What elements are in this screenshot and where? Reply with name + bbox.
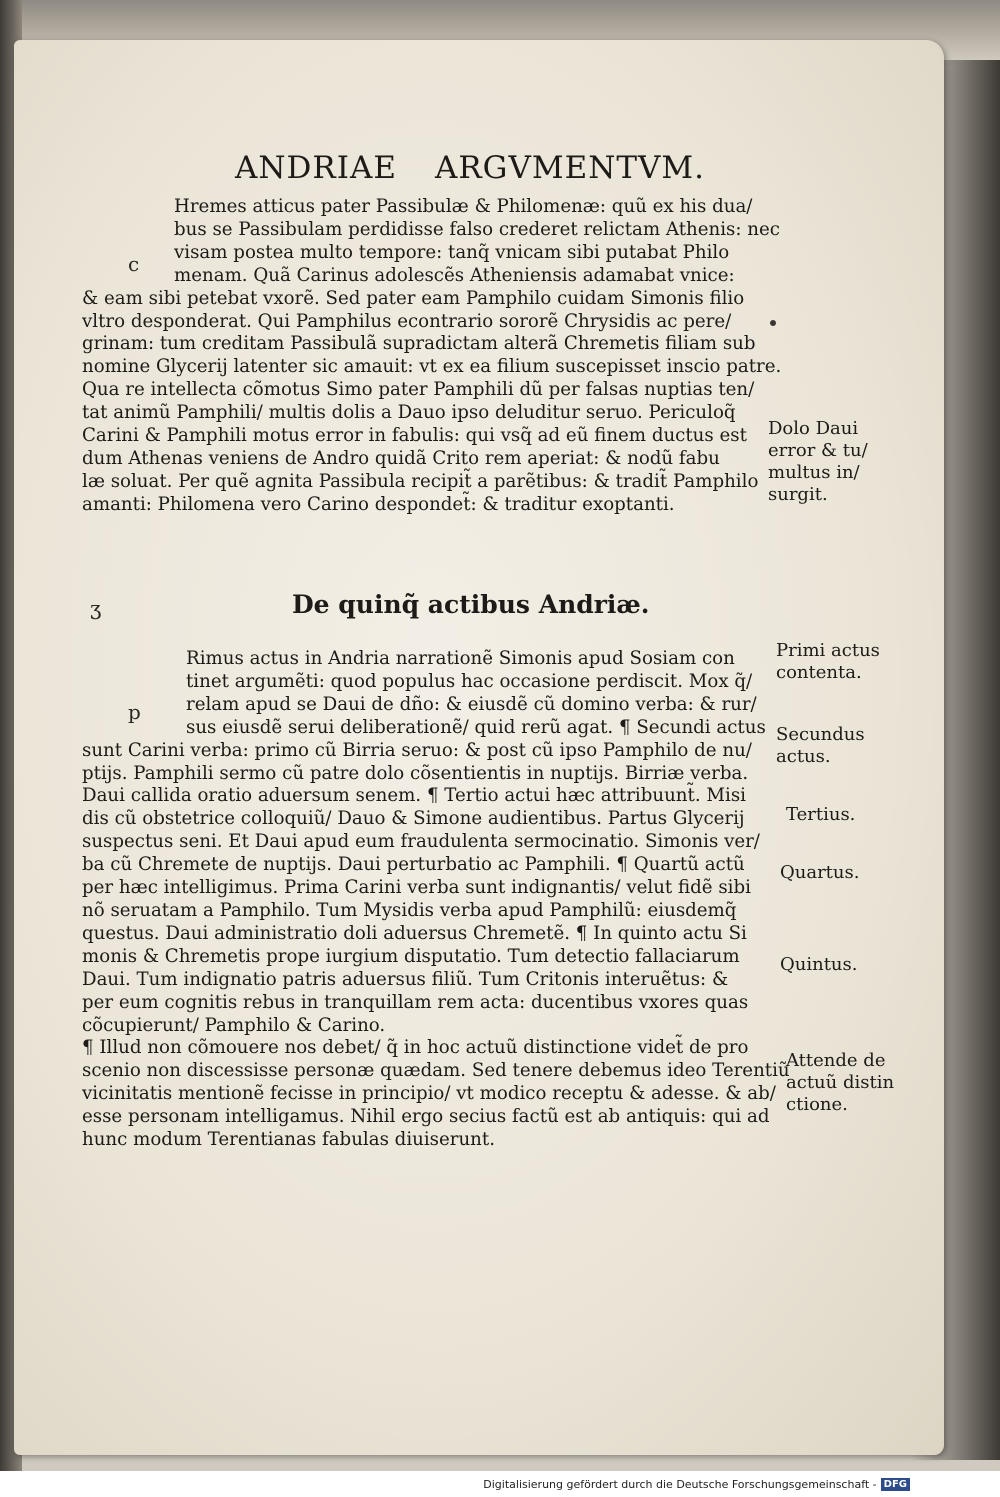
text-line: tat animũ Pamphili/ multis dolis a Dauo ipso deluditur seruo. Periculoq̃: [82, 402, 736, 424]
dfg-logo: DFG: [881, 1478, 910, 1491]
text-line: ptijs. Pamphili sermo cũ patre dolo cõsentientis in nuptijs. Birriæ verba.: [82, 762, 749, 784]
section-heading: De quinq̃ actibus Andriæ.: [292, 590, 650, 619]
margin-note-line: Secundus: [776, 724, 865, 745]
margin-note-line: Primi actus: [776, 640, 880, 661]
acts-initial-guide-letter: p: [128, 700, 141, 724]
margin-note-quartus: [780, 862, 859, 884]
text-line: scenio non discessisse personæ quædam. Sed tenere debemus ideo Terentiũ: [82, 1060, 790, 1082]
margin-note-attende: [786, 1050, 894, 1116]
margin-note-line: Tertius.: [786, 804, 856, 825]
ink-dot: [770, 320, 776, 326]
text-line: Qua re intellecta cõmotus Simo pater Pamphili dũ per falsas nuptias ten/: [82, 379, 755, 401]
text-line: Carini & Pamphili motus error in fabulis: qui vsq̃ ad eũ finem ductus est: [82, 425, 747, 447]
argument-paragraph: [82, 196, 781, 517]
text-line: cõcupierunt/ Pamphilo & Carino.: [82, 1014, 386, 1036]
section-guide-mark: ʒ: [90, 596, 102, 620]
text-line: ba cũ Chremete de nuptijs. Daui perturbatio ac Pamphili. ¶ Quartũ actũ: [82, 854, 745, 876]
running-head-right: ARGVMENTVM.: [434, 150, 705, 186]
text-line: dis cũ obstetrice colloquiũ/ Dauo & Simone audientibus. Partus Glycerij: [82, 808, 745, 830]
running-head-left: ANDRIAE: [235, 150, 397, 186]
text-line: visam postea multo tempore: tanq̃ vnicam sibi putabat Philo: [174, 241, 730, 263]
margin-note-line: multus in/: [768, 462, 860, 483]
margin-note-line: Dolo Daui: [768, 418, 859, 439]
margin-note-line: actuũ distin: [786, 1072, 895, 1093]
margin-note-quintus: [780, 954, 857, 976]
margin-note-line: error & tu/: [768, 440, 868, 461]
margin-note-line: Attende de: [786, 1050, 886, 1071]
text-line: esse personam intelligamus. Nihil ergo secius factũ est ab antiquis: qui ad: [82, 1106, 770, 1128]
text-line: Rimus actus in Andria narrationẽ Simonis apud Sosiam con: [186, 648, 735, 669]
text-line: Hremes atticus pater Passibulæ & Philomenæ: quũ ex his dua/: [174, 196, 753, 217]
funding-credit-text: Digitalisierung gefördert durch die Deutsche Forschungsgemeinschaft -: [483, 1478, 877, 1491]
text-line: dum Athenas veniens de Andro quidã Crito rem aperiat: & nodũ fabu: [82, 447, 720, 469]
text-line: vltro desponderat. Qui Pamphilus econtrario sororẽ Chrysidis ac pere/: [82, 310, 732, 332]
margin-note-line: actus.: [776, 746, 831, 767]
text-line: hunc modum Terentianas fabulas diuiserunt.: [82, 1129, 495, 1151]
text-line: per hæc intelligimus. Prima Carini verba sunt indignantis/ velut fidẽ sibi: [82, 877, 751, 899]
text-line: tinet argumẽti: quod populus hac occasione perdiscit. Mox q̃/: [186, 670, 753, 692]
margin-note-primi: [776, 640, 880, 684]
text-line: læ soluat. Per quẽ agnita Passibula recipit̃ a parẽtibus: & tradit̃ Pamphilo: [82, 470, 759, 492]
text-line: nõ seruatam a Pamphilo. Tum Mysidis verba apud Pamphilũ: eiusdemq̃: [82, 899, 737, 921]
text-line: monis & Chremetis prope iurgium disputatio. Tum detectio fallaciarum: [82, 945, 740, 967]
text-line: questus. Daui administratio doli aduersus Chremetẽ. ¶ In quinto actu Si: [82, 922, 747, 944]
text-line: suspectus seni. Et Daui apud eum fraudulenta sermocinatio. Simonis ver/: [82, 831, 760, 853]
text-line: Daui. Tum indignatio patris aduersus filiũ. Tum Critonis interuẽtus: &: [82, 968, 729, 990]
margin-note-secundus: [776, 724, 865, 768]
margin-note-line: surgit.: [768, 484, 828, 505]
text-line: Daui callida oratio aduersum senem. ¶ Tertio actui hæc attribuunt̃. Misi: [82, 785, 746, 807]
text-line: ¶ Illud non cõmouere nos debet/ q̃ in hoc actuũ distinctione videt̃ de pro: [82, 1037, 749, 1059]
acts-paragraph: [82, 648, 790, 1152]
text-line: per eum cognitis rebus in tranquillam rem acta: ducentibus vxores quas: [82, 991, 749, 1013]
text-line: sunt Carini verba: primo cũ Birria seruo: & post cũ ipso Pamphilo de nu/: [82, 739, 752, 761]
margin-note-line: ctione.: [786, 1094, 848, 1115]
text-line: vicinitatis mentionẽ fecisse in principio/ vt modico receptu & adesse. & ab/: [82, 1083, 776, 1105]
text-line: & eam sibi petebat vxorẽ. Sed pater eam Pamphilo cuidam Simonis filio: [82, 287, 745, 309]
margin-note-dolo: [768, 418, 868, 506]
margin-note-line: contenta.: [776, 662, 862, 683]
text-line: grinam: tum creditam Passibulã supradictam alterã Chremetis filiam sub: [82, 333, 756, 355]
text-line: sus eiusdẽ serui deliberationẽ/ quid rerũ agat. ¶ Secundi actus: [186, 716, 766, 738]
text-line: nomine Glycerij latenter sic amauit: vt ex ea filium suscepisset inscio patre.: [82, 356, 782, 378]
funding-credit: [483, 1478, 910, 1491]
margin-note-tertius: [786, 804, 855, 826]
text-line: amanti: Philomena vero Carino despondet̃: & traditur exoptanti.: [82, 493, 675, 515]
text-line: relam apud se Daui de dño: & eiusdẽ cũ domino verba: & rur/: [186, 693, 757, 715]
text-line: bus se Passibulam perdidisse falso crederet relictam Athenis: nec: [174, 218, 780, 240]
initial-guide-letter: c: [128, 252, 140, 276]
margin-note-line: Quintus.: [780, 954, 858, 975]
text-line: menam. Quã Carinus adolescẽs Atheniensis adamabat vnice:: [174, 264, 735, 286]
running-head: [235, 150, 705, 186]
margin-note-line: Quartus.: [780, 862, 860, 883]
